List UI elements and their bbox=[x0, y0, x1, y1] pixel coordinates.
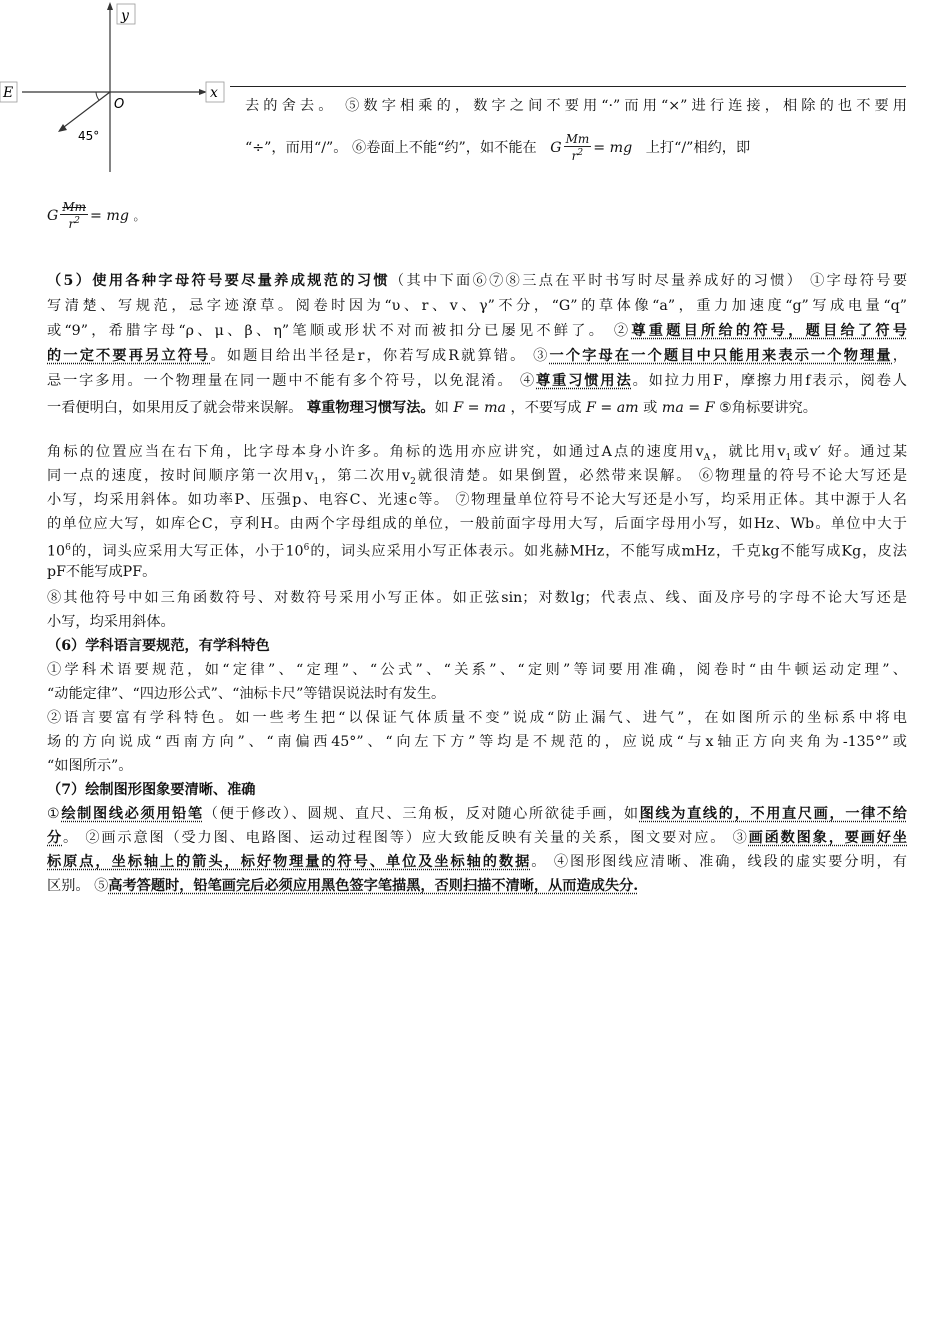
x-label: x bbox=[210, 85, 218, 101]
angle-arc bbox=[96, 92, 99, 100]
text-line: ②语言要富有学科特色。如一些考生把“以保证气体质量不变”说成“防止漏气、进气”，在如图所示的坐标系中将电 bbox=[47, 710, 907, 726]
e-field-line bbox=[60, 92, 110, 130]
text-line: $10^6$的，词头应采用大写正体，小于$10^6$的，词头应采用小写正体表示。如兆赫MHz，不能写成mHz，千克kg不能写成Kg，皮法 bbox=[47, 543, 907, 560]
text-line: 忌一字多用。一个物理量在同一题中不能有多个符号，以免混淆。 ④尊重习惯用法。如拉力用F，摩擦力用f表示，阅卷人 bbox=[47, 373, 907, 389]
y-label: y bbox=[121, 8, 129, 24]
text-line: 角标的位置应当在右下角，比字母本身小许多。角标的选用亦应讲究，如通过A点的速度用$v_A$，就比用$v_1$或v′ 好。通过某 bbox=[47, 444, 907, 463]
text-line: 的一定不要再另立符号。如题目给出半径是r，你若写成R就算错。 ③一个字母在一个题目中只能用来表示一个物理量， bbox=[47, 348, 907, 364]
text-line: 或“9”，希腊字母“ρ、μ、β、η”笔顺或形状不对而被扣分已屡见不鲜了。 ②尊重题目所给的符号，题目给了符号 bbox=[47, 323, 907, 339]
text-line: 小写，均采用斜体。如功率P、压强p、电容C、光速c等。 ⑦物理量单位符号不论大写还是小写，均采用正体。其中源于人名 bbox=[47, 492, 907, 508]
text-line: 标原点，坐标轴上的箭头，标好物理量的符号、单位及坐标轴的数据。 ④图形图线应清晰、准确，线段的虚实要分明，有 bbox=[47, 854, 907, 870]
text-line: 小写，均采用斜体。 bbox=[47, 614, 175, 630]
section-5-title: （5）使用各种字母符号要尽量养成规范的习惯 bbox=[47, 273, 390, 289]
text-line: 同一点的速度，按时间顺序第一次用$v_1$，第二次用$v_2$就很清楚。如果倒置，必然带来误解。 ⑥物理量的符号不论大写还是 bbox=[47, 468, 907, 487]
text-line: 写清楚、写规范，忌字迹潦草。阅卷时因为“υ、r、v、γ”不分，“G”的草体像“a”，重力加速度“g”写成电量“q” bbox=[47, 298, 907, 314]
section-6-title: （6）学科语言要规范，有学科特色 bbox=[47, 638, 270, 654]
text-line: （5）使用各种字母符号要尽量养成规范的习惯（其中下面⑥⑦⑧三点在平时书写时尽量养成好的习惯） ①字母符号要 bbox=[47, 273, 907, 289]
formula-f-ma: F = ma bbox=[453, 400, 506, 416]
text-line: 分。 ②画示意图（受力图、电路图、运动过程图等）应大致能反映有关量的关系，图文要对应。 ③画函数图象，要画好坐 bbox=[47, 830, 907, 846]
text-line: 区别。 ⑤高考答题时，铅笔画完后必须应用黑色签字笔描黑，否则扫描不清晰，从而造成失分. bbox=[47, 878, 639, 894]
text-line: ①学科术语要规范，如“定律”、“定理”、“公式”、“关系”、“定则”等词要用准确，阅卷时“由牛顿运动定理”、 bbox=[47, 662, 907, 678]
text-line: ①绘制图线必须用铅笔（便于修改）、圆规、直尺、三角板，反对随心所欲徒手画，如图线为直线的，不用直尺画，一律不给 bbox=[47, 806, 907, 822]
text-line: 去的舍去。 ⑤数字相乘的，数字之间不要用“·”而用“×”进行连接，相除的也不要用 bbox=[245, 98, 907, 114]
text-line: “动能定律”、“四边形公式”、“油标卡尺”等错误说法时有发生。 bbox=[47, 686, 446, 702]
y-axis-arrow bbox=[107, 2, 113, 10]
section-7-title: （7）绘制图形图象要清晰、准确 bbox=[47, 782, 256, 798]
text-line: ⑧其他符号中如三角函数符号、对数符号采用小写正体。如正弦sin；对数lg；代表点、线、面及序号的字母不论大写还是 bbox=[47, 590, 907, 606]
coordinate-diagram bbox=[0, 0, 240, 180]
header-rule bbox=[230, 86, 906, 87]
text-line: 一看便明白，如果用反了就会带来误解。 尊重物理习惯写法。如 F = ma ，不要写成 F = am 或 ma = F ⑤角标要讲究。 bbox=[47, 400, 817, 416]
text-line: 场的方向说成“西南方向”、“南偏西45°”、“向左下方”等均是不规范的，应说成“与x轴正方向夹角为-135°”或 bbox=[47, 734, 907, 750]
angle-label: 45° bbox=[78, 129, 100, 143]
text-line: G $\frac{Mm}{r^2}$ = mg 。 bbox=[47, 200, 146, 231]
text-line: pF不能写成PF。 bbox=[47, 564, 157, 580]
text-line: “如图所示”。 bbox=[47, 758, 133, 774]
text-line: “÷”，而用“/”。 ⑥卷面上不能“约”，如不能在 G $\frac{Mm}{r^2}$ = mg 上打“/”相约，即 bbox=[245, 130, 907, 166]
origin-label: O bbox=[114, 97, 125, 112]
formula-ma-f: ma = F bbox=[661, 400, 715, 416]
formula-cancelled: G $\frac{Mm}{r^2}$ = mg bbox=[47, 200, 129, 231]
e-label: E bbox=[3, 85, 14, 101]
formula-f-am: F = am bbox=[585, 400, 639, 416]
text-line: 的单位应大写，如库仑C，亨利H。由两个字母组成的单位，一般前面字母用大写，后面字母用小写，如Hz、Wb。单位中大于 bbox=[47, 516, 907, 532]
formula-gravity: G $\frac{Mm}{r^2}$ = mg bbox=[550, 132, 633, 163]
